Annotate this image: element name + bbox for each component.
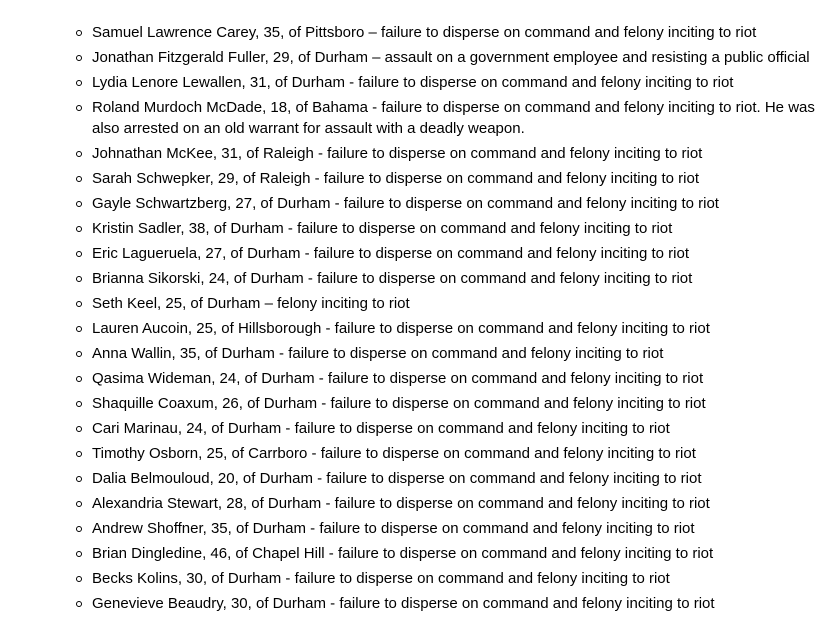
list-item: Becks Kolins, 30, of Durham - failure to disperse on command and felony inciting to riot: [92, 568, 820, 589]
list-item: Kristin Sadler, 38, of Durham - failure to disperse on command and felony inciting to riot: [92, 218, 820, 239]
list-item: Timothy Osborn, 25, of Carrboro - failure to disperse on command and felony inciting to riot: [92, 443, 820, 464]
list-item: Roland Murdoch McDade, 18, of Bahama - failure to disperse on command and felony inciting to riot. He was also arrested on an old warrant for assault with a deadly weapon.: [92, 97, 820, 139]
list-item: Johnathan McKee, 31, of Raleigh - failure to disperse on command and felony inciting to riot: [92, 143, 820, 164]
list-item: Jonathan Fitzgerald Fuller, 29, of Durham – assault on a government employee and resisting a public official: [92, 47, 820, 68]
list-item: Lauren Aucoin, 25, of Hillsborough - failure to disperse on command and felony inciting to riot: [92, 318, 820, 339]
list-item: Alexandria Stewart, 28, of Durham - failure to disperse on command and felony inciting to riot: [92, 493, 820, 514]
list-item: Brianna Sikorski, 24, of Durham - failure to disperse on command and felony inciting to riot: [92, 268, 820, 289]
list-item: Qasima Wideman, 24, of Durham - failure to disperse on command and felony inciting to riot: [92, 368, 820, 389]
list-item: Sarah Schwepker, 29, of Raleigh - failure to disperse on command and felony inciting to riot: [92, 168, 820, 189]
list-item: Andrew Shoffner, 35, of Durham - failure to disperse on command and felony inciting to riot: [92, 518, 820, 539]
list-item: Eric Lagueruela, 27, of Durham - failure to disperse on command and felony inciting to riot: [92, 243, 820, 264]
list-item: Gayle Schwartzberg, 27, of Durham - failure to disperse on command and felony inciting to riot: [92, 193, 820, 214]
list-item: Anna Wallin, 35, of Durham - failure to disperse on command and felony inciting to riot: [92, 343, 820, 364]
list-item: Genevieve Beaudry, 30, of Durham - failure to disperse on command and felony inciting to riot: [92, 593, 820, 614]
list-item: Lydia Lenore Lewallen, 31, of Durham - failure to disperse on command and felony inciting to riot: [92, 72, 820, 93]
list-item: Shaquille Coaxum, 26, of Durham - failure to disperse on command and felony inciting to riot: [92, 393, 820, 414]
list-item: Cari Marinau, 24, of Durham - failure to disperse on command and felony inciting to riot: [92, 418, 820, 439]
arrest-list: [0, 22, 820, 614]
list-item: Brian Dingledine, 46, of Chapel Hill - failure to disperse on command and felony inciting to riot: [92, 543, 820, 564]
list-item: Dalia Belmouloud, 20, of Durham - failure to disperse on command and felony inciting to riot: [92, 468, 820, 489]
list-item: Seth Keel, 25, of Durham – felony inciting to riot: [92, 293, 820, 314]
list-item: Samuel Lawrence Carey, 35, of Pittsboro – failure to disperse on command and felony inciting to riot: [92, 22, 820, 43]
